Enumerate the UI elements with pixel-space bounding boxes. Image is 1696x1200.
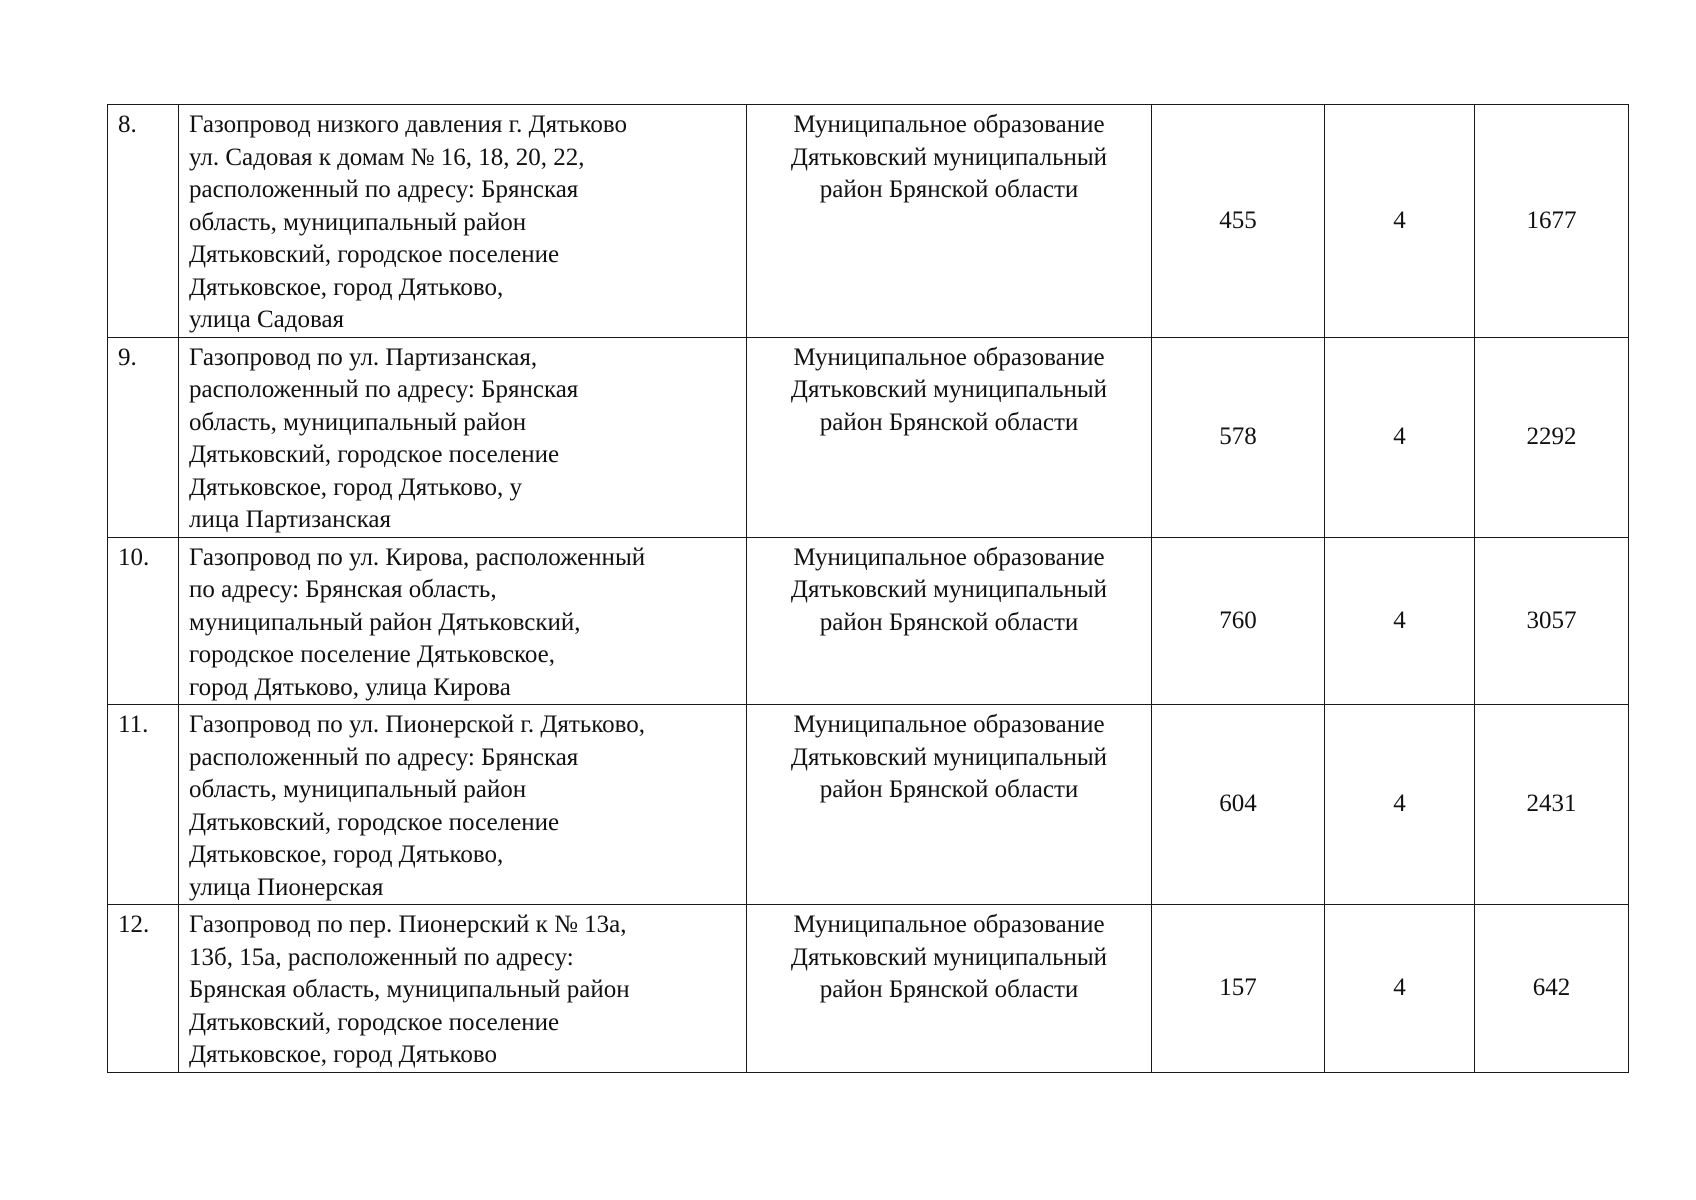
- value-2: 4: [1325, 705, 1475, 905]
- value-3: 3057: [1475, 537, 1629, 705]
- value-2: 4: [1325, 337, 1475, 537]
- object-name: Газопровод по пер. Пионерский к № 13а, 13б, 15а, расположенный по адресу: Брянская область, муниципальный район Дятьковский, городское поселение Дятьковское, город Дятьково: [179, 905, 747, 1073]
- gas-pipeline-table: [107, 104, 1629, 1073]
- object-name: Газопровод по ул. Партизанская, расположенный по адресу: Брянская область, муниципальный район Дятьковский, городское поселение Дятьковское, город Дятьково, у лица Партизанская: [179, 337, 747, 537]
- owner: Муниципальное образование Дятьковский муниципальный район Брянской области: [747, 705, 1152, 905]
- value-1: 578: [1152, 337, 1325, 537]
- object-name: Газопровод по ул. Кирова, расположенный по адресу: Брянская область, муниципальный район Дятьковский, городское поселение Дятьковское, город Дятьково, улица Кирова: [179, 537, 747, 705]
- row-number: 12.: [108, 905, 179, 1073]
- owner: Муниципальное образование Дятьковский муниципальный район Брянской области: [747, 337, 1152, 537]
- table-row: [108, 105, 1629, 338]
- value-3: 642: [1475, 905, 1629, 1073]
- value-3: 2292: [1475, 337, 1629, 537]
- object-name: Газопровод по ул. Пионерской г. Дятьково, расположенный по адресу: Брянская область, муниципальный район Дятьковский, городское поселение Дятьковское, город Дятьково, улица Пионерская: [179, 705, 747, 905]
- row-number: 9.: [108, 337, 179, 537]
- row-number: 11.: [108, 705, 179, 905]
- value-1: 455: [1152, 105, 1325, 338]
- table-row: [108, 705, 1629, 905]
- owner: Муниципальное образование Дятьковский муниципальный район Брянской области: [747, 537, 1152, 705]
- value-3: 2431: [1475, 705, 1629, 905]
- object-name: Газопровод низкого давления г. Дятьково ул. Садовая к домам № 16, 18, 20, 22, расположенный по адресу: Брянская область, муниципальный район Дятьковский, городское поселение Дятьковское, город Дятьково, улица Садовая: [179, 105, 747, 338]
- row-number: 8.: [108, 105, 179, 338]
- value-1: 760: [1152, 537, 1325, 705]
- value-2: 4: [1325, 105, 1475, 338]
- row-number: 10.: [108, 537, 179, 705]
- value-3: 1677: [1475, 105, 1629, 338]
- owner: Муниципальное образование Дятьковский муниципальный район Брянской области: [747, 105, 1152, 338]
- table-row: [108, 537, 1629, 705]
- value-1: 604: [1152, 705, 1325, 905]
- table-row: [108, 337, 1629, 537]
- owner: Муниципальное образование Дятьковский муниципальный район Брянской области: [747, 905, 1152, 1073]
- value-2: 4: [1325, 537, 1475, 705]
- value-1: 157: [1152, 905, 1325, 1073]
- value-2: 4: [1325, 905, 1475, 1073]
- table-row: [108, 905, 1629, 1073]
